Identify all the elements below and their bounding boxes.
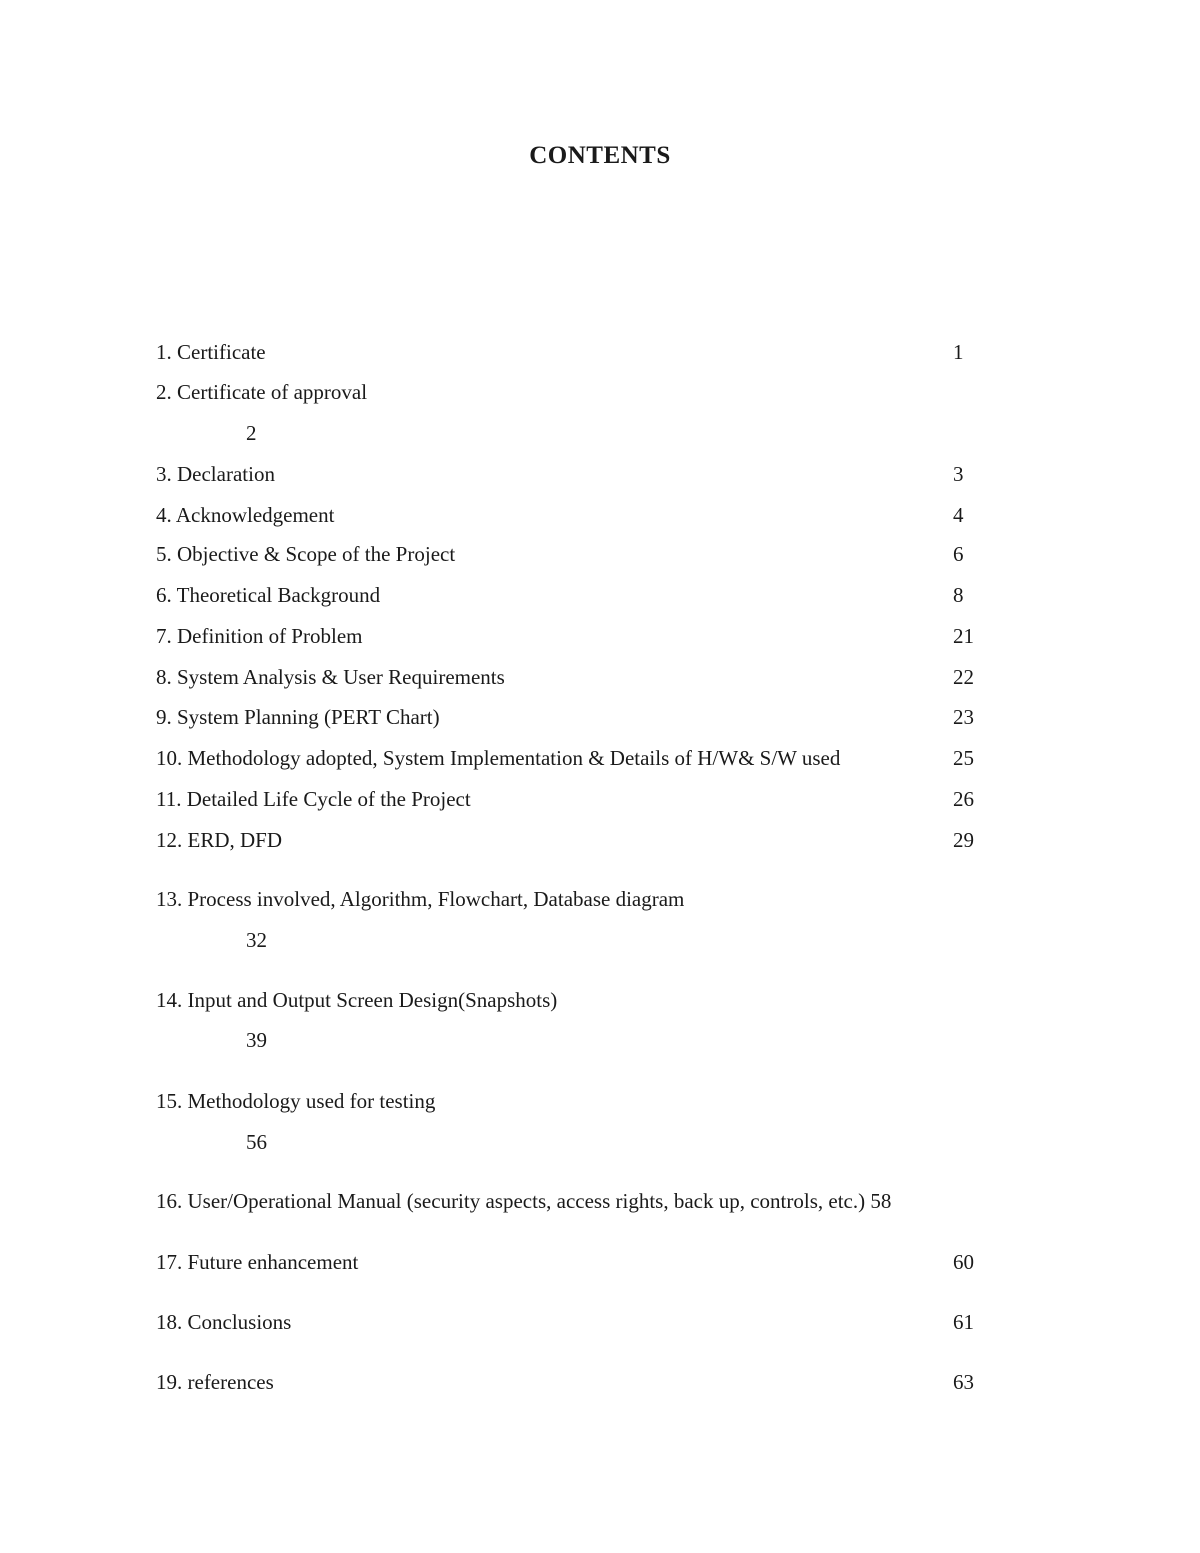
toc-page-number-17: 60 <box>953 1250 974 1274</box>
toc-page-number-19: 63 <box>953 1370 974 1394</box>
toc-page-number-4: 4 <box>953 503 964 527</box>
toc-entry-5: 5. Objective & Scope of the Project <box>156 542 456 566</box>
toc-entry-17: 17. Future enhancement <box>156 1250 359 1274</box>
toc-entry-15: 15. Methodology used for testing <box>156 1089 436 1113</box>
toc-entry-3: 3. Declaration <box>156 462 275 486</box>
toc-page-number-7: 21 <box>953 624 974 648</box>
toc-page-number-6: 8 <box>953 583 964 607</box>
toc-page-number-9: 23 <box>953 705 974 729</box>
toc-entry-9: 9. System Planning (PERT Chart) <box>156 705 440 729</box>
toc-entry-4: 4. Acknowledgement <box>156 503 335 527</box>
toc-page-number-11: 26 <box>953 787 974 811</box>
toc-entry-13: 13. Process involved, Algorithm, Flowchart, Database diagram <box>156 887 685 911</box>
toc-page-number-15: 56 <box>246 1130 267 1154</box>
toc-entry-14: 14. Input and Output Screen Design(Snapshots) <box>156 988 558 1012</box>
toc-page-number-5: 6 <box>953 542 964 566</box>
toc-entry-1: 1. Certificate <box>156 340 266 364</box>
toc-page-number-16: 58 <box>870 1189 892 1213</box>
toc-entry-19: 19. references <box>156 1370 274 1394</box>
toc-page-number-8: 22 <box>953 665 974 689</box>
toc-page-number-14: 39 <box>246 1028 267 1052</box>
toc-entry-11: 11. Detailed Life Cycle of the Project <box>156 787 471 811</box>
toc-page-number-10: 25 <box>953 746 974 770</box>
page-title: CONTENTS <box>529 142 671 169</box>
toc-page-number-2: 2 <box>246 421 257 445</box>
toc-entry-8: 8. System Analysis & User Requirements <box>156 665 505 689</box>
toc-page-number-3: 3 <box>953 462 964 486</box>
toc-entry-16 <box>156 1189 891 1213</box>
toc-page-number-12: 29 <box>953 828 974 852</box>
toc-page-number-13: 32 <box>246 928 267 952</box>
toc-entry-16-label: 16. User/Operational Manual (security aspects, access rights, back up, controls, etc.) <box>156 1189 866 1213</box>
toc-entry-2: 2. Certificate of approval <box>156 380 368 404</box>
toc-entry-6: 6. Theoretical Background <box>156 583 381 607</box>
toc-entry-18: 18. Conclusions <box>156 1310 292 1334</box>
toc-entry-7: 7. Definition of Problem <box>156 624 363 648</box>
toc-page-number-18: 61 <box>953 1310 974 1334</box>
toc-entry-12: 12. ERD, DFD <box>156 828 283 852</box>
toc-entry-10: 10. Methodology adopted, System Implementation & Details of H/W& S/W used <box>156 746 841 770</box>
toc-page-number-1: 1 <box>953 340 964 364</box>
